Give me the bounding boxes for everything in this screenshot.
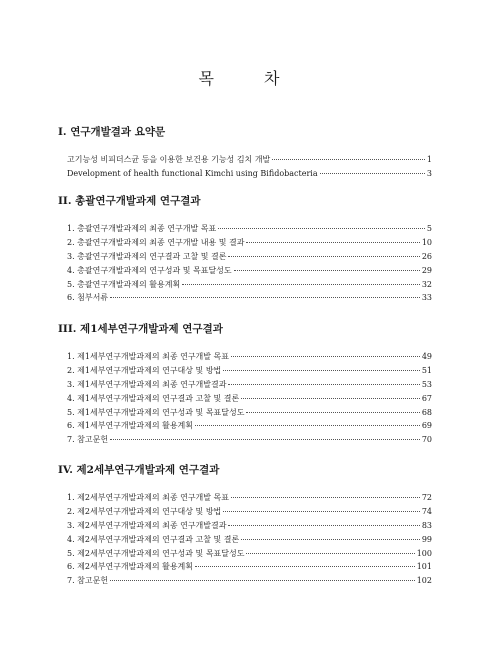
- entry-page-number: 10: [421, 237, 432, 247]
- entry-page-number: 1: [426, 155, 432, 164]
- entry-title: 6. 제2세부연구개발과제의 활용계획: [67, 562, 193, 572]
- entry-title: 4. 제1세부연구개발과제의 연구결과 고찰 및 결론: [67, 393, 240, 403]
- toc-entry[interactable]: [67, 364, 432, 378]
- entry-page-number: 100: [416, 548, 432, 558]
- entry-page-number: 67: [421, 393, 432, 403]
- entry-title: 2. 제1세부연구개발과제의 연구대상 및 방법: [67, 365, 222, 375]
- dot-leader: [241, 398, 420, 399]
- section-heading: III. 제1세부연구개발과제 연구결과: [58, 323, 223, 335]
- toc-entry[interactable]: [67, 433, 432, 447]
- dot-leader: [223, 511, 420, 512]
- toc-section: [58, 193, 432, 305]
- entry-title: 3. 제1세부연구개발과제의 최종 연구개발결과: [67, 379, 227, 389]
- entry-title: 1. 제1세부연구개발과제의 최종 연구개발 목표: [67, 352, 229, 361]
- toc-section: [58, 124, 432, 181]
- entry-title: 2. 제2세부연구개발과제의 연구대상 및 방법: [67, 506, 222, 516]
- entry-title: 3. 제2세부연구개발과제의 최종 연구개발결과: [67, 520, 227, 530]
- dot-leader: [228, 256, 419, 257]
- page-title: [0, 66, 480, 89]
- dot-leader: [272, 159, 425, 160]
- dot-leader: [110, 439, 420, 440]
- toc-entry[interactable]: [67, 291, 432, 305]
- dot-leader: [231, 356, 420, 357]
- entry-page-number: 26: [421, 251, 432, 261]
- dot-leader: [320, 173, 425, 174]
- entry-title: 2. 총괄연구개발과제의 최종 연구개발 내용 및 결과: [67, 237, 245, 247]
- entry-title: 5. 제1세부연구개발과제의 연구성과 및 목표달성도: [67, 407, 245, 417]
- dot-leader: [246, 553, 414, 554]
- toc-entry[interactable]: [67, 547, 432, 561]
- toc-entry[interactable]: [67, 519, 432, 533]
- dot-leader: [228, 384, 419, 385]
- toc-entry[interactable]: [67, 419, 432, 433]
- entry-title: 7. 참고문헌: [67, 576, 109, 586]
- entry-page-number: 69: [421, 421, 432, 431]
- toc-entry[interactable]: [67, 491, 432, 505]
- toc-entry[interactable]: [67, 406, 432, 420]
- dot-leader: [110, 580, 415, 581]
- dot-leader: [231, 497, 420, 498]
- dot-leader: [218, 228, 425, 229]
- entry-title: 1. 총괄연구개발과제의 최종 연구개발 목표: [67, 224, 217, 233]
- entry-page-number: 51: [421, 365, 432, 375]
- entry-title: 3. 총괄연구개발과제의 연구결과 고찰 및 결론: [67, 251, 227, 261]
- dot-leader: [241, 539, 420, 540]
- entry-page-number: 29: [421, 265, 432, 275]
- toc-entry[interactable]: [67, 167, 432, 181]
- entry-page-number: 83: [421, 520, 432, 530]
- toc-entry[interactable]: [67, 560, 432, 574]
- entry-page-number: 49: [421, 352, 432, 361]
- section-heading: I. 연구개발결과 요약문: [58, 126, 166, 138]
- toc-entry[interactable]: [67, 378, 432, 392]
- entry-title: 6. 제1세부연구개발과제의 활용계획: [67, 421, 193, 431]
- entry-title: 6. 첨부서류: [67, 293, 109, 303]
- dot-leader: [234, 270, 420, 271]
- dot-leader: [223, 370, 420, 371]
- entry-title: 4. 제2세부연구개발과제의 연구결과 고찰 및 결론: [67, 534, 240, 544]
- section-heading: II. 총괄연구개발과제 연구결과: [58, 195, 201, 207]
- dot-leader: [228, 525, 419, 526]
- entry-title: 1. 제2세부연구개발과제의 최종 연구개발 목표: [67, 493, 229, 502]
- toc-entry[interactable]: [67, 153, 432, 167]
- toc-entry[interactable]: [67, 505, 432, 519]
- entry-title: 고기능성 비피더스균 등을 이용한 보건용 기능성 김치 개발: [67, 155, 271, 164]
- dot-leader: [110, 297, 420, 298]
- toc-entry[interactable]: [67, 350, 432, 364]
- entry-page-number: 53: [421, 379, 432, 389]
- entry-page-number: 68: [421, 407, 432, 417]
- entry-page-number: 102: [416, 576, 432, 586]
- toc-section: [58, 462, 432, 588]
- toc-entry[interactable]: [67, 250, 432, 264]
- toc-entry[interactable]: [67, 533, 432, 547]
- entry-title: Development of health functional Kimchi using Bifidobacteria: [67, 168, 318, 178]
- entry-page-number: 70: [421, 435, 432, 445]
- entry-title: 5. 총괄연구개발과제의 활용계획: [67, 279, 181, 289]
- entry-page-number: 5: [426, 224, 432, 233]
- dot-leader: [195, 566, 415, 567]
- entry-page-number: 32: [421, 279, 432, 289]
- entry-title: 7. 참고문헌: [67, 435, 109, 445]
- dot-leader: [195, 425, 420, 426]
- toc-entry[interactable]: [67, 574, 432, 588]
- entry-title: 5. 제2세부연구개발과제의 연구성과 및 목표달성도: [67, 548, 245, 558]
- toc-entry[interactable]: [67, 278, 432, 292]
- toc-section: [58, 321, 432, 447]
- dot-leader: [246, 242, 419, 243]
- toc-entry[interactable]: [67, 392, 432, 406]
- entry-page-number: 3: [426, 168, 432, 178]
- entry-title: 4. 총괄연구개발과제의 연구성과 및 목표달성도: [67, 265, 232, 275]
- dot-leader: [182, 284, 420, 285]
- entry-page-number: 74: [421, 506, 432, 516]
- title-char-2: 차: [264, 69, 282, 88]
- entry-page-number: 72: [421, 493, 432, 502]
- entry-page-number: 99: [421, 534, 432, 544]
- entry-page-number: 101: [416, 562, 432, 572]
- toc-entry[interactable]: [67, 222, 432, 236]
- title-char-1: 목: [198, 69, 216, 88]
- toc-entry[interactable]: [67, 236, 432, 250]
- toc-entry[interactable]: [67, 264, 432, 278]
- entry-page-number: 33: [421, 293, 432, 303]
- section-heading: IV. 제2세부연구개발과제 연구결과: [58, 464, 220, 476]
- dot-leader: [246, 412, 419, 413]
